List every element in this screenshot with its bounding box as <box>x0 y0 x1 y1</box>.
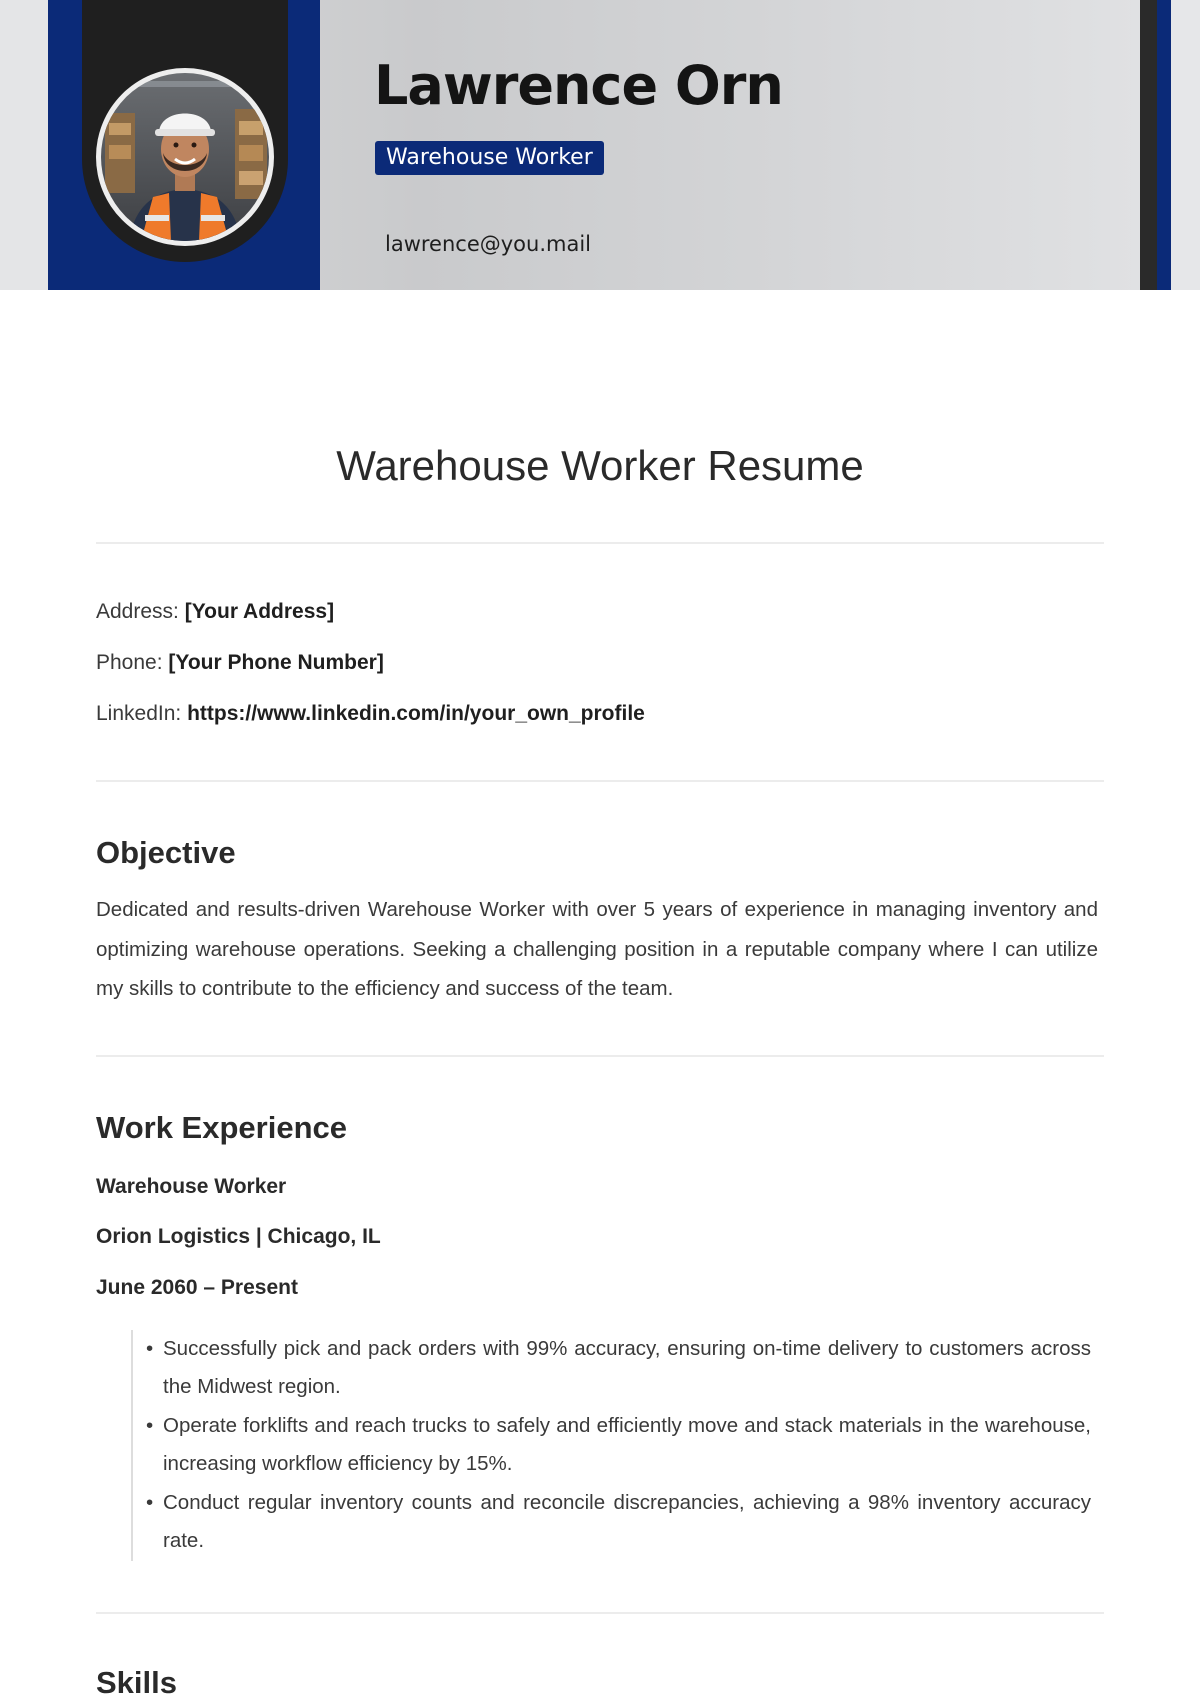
address-label: Address: <box>96 600 179 623</box>
worker-portrait-image <box>101 73 269 241</box>
skills-heading: Skills <box>96 1665 177 1700</box>
linkedin-label: LinkedIn: <box>96 702 182 725</box>
linkedin-link[interactable]: https://www.linkedin.com/in/your_own_profile <box>187 702 645 725</box>
header-right-blue-bar <box>1157 0 1171 290</box>
address-value: [Your Address] <box>184 600 335 623</box>
divider <box>96 780 1104 782</box>
phone-label: Phone: <box>96 651 163 674</box>
candidate-name: Lawrence Orn <box>374 54 783 117</box>
header-banner <box>0 0 1200 290</box>
list-item: • Conduct regular inventory counts and reconcile discrepancies, achieving a 98% inventory accuracy rate. <box>163 1484 1091 1560</box>
divider <box>96 542 1104 544</box>
role-badge: Warehouse Worker <box>375 141 604 175</box>
list-item: • Successfully pick and pack orders with 99% accuracy, ensuring on-time delivery to customers across the Midwest region. <box>163 1330 1091 1406</box>
profile-photo-frame <box>96 68 274 246</box>
profile-photo <box>101 73 269 241</box>
header-left-edge <box>0 0 48 290</box>
objective-heading: Objective <box>96 835 236 870</box>
objective-text: Dedicated and results-driven Warehouse Worker with over 5 years of experience in managing inventory and optimizing warehouse operations. Seeking a challenging position in a reputable company where I can utilize my skills to contribute to the efficiency and success of the team. <box>96 898 1098 1000</box>
contact-address <box>96 600 334 624</box>
list-item: • Operate forklifts and reach trucks to safely and efficiently move and stack materials in the warehouse, increasing workflow efficiency by 15%. <box>163 1407 1091 1483</box>
job-dates: June 2060 – Present <box>96 1276 298 1299</box>
divider <box>96 1055 1104 1057</box>
job-company: Orion Logistics | Chicago, IL <box>96 1225 381 1248</box>
work-experience-heading: Work Experience <box>96 1110 347 1145</box>
header-right-edge <box>1171 0 1200 290</box>
document-title: Warehouse Worker Resume <box>336 442 864 489</box>
job-title: Warehouse Worker <box>96 1175 287 1198</box>
phone-value: [Your Phone Number] <box>168 651 384 674</box>
divider <box>96 1612 1104 1614</box>
experience-bullets <box>131 1330 1091 1561</box>
email-address[interactable]: lawrence@you.mail <box>385 232 592 256</box>
contact-linkedin <box>96 702 645 726</box>
header-right-dark-bar <box>1140 0 1157 290</box>
contact-phone <box>96 651 384 675</box>
